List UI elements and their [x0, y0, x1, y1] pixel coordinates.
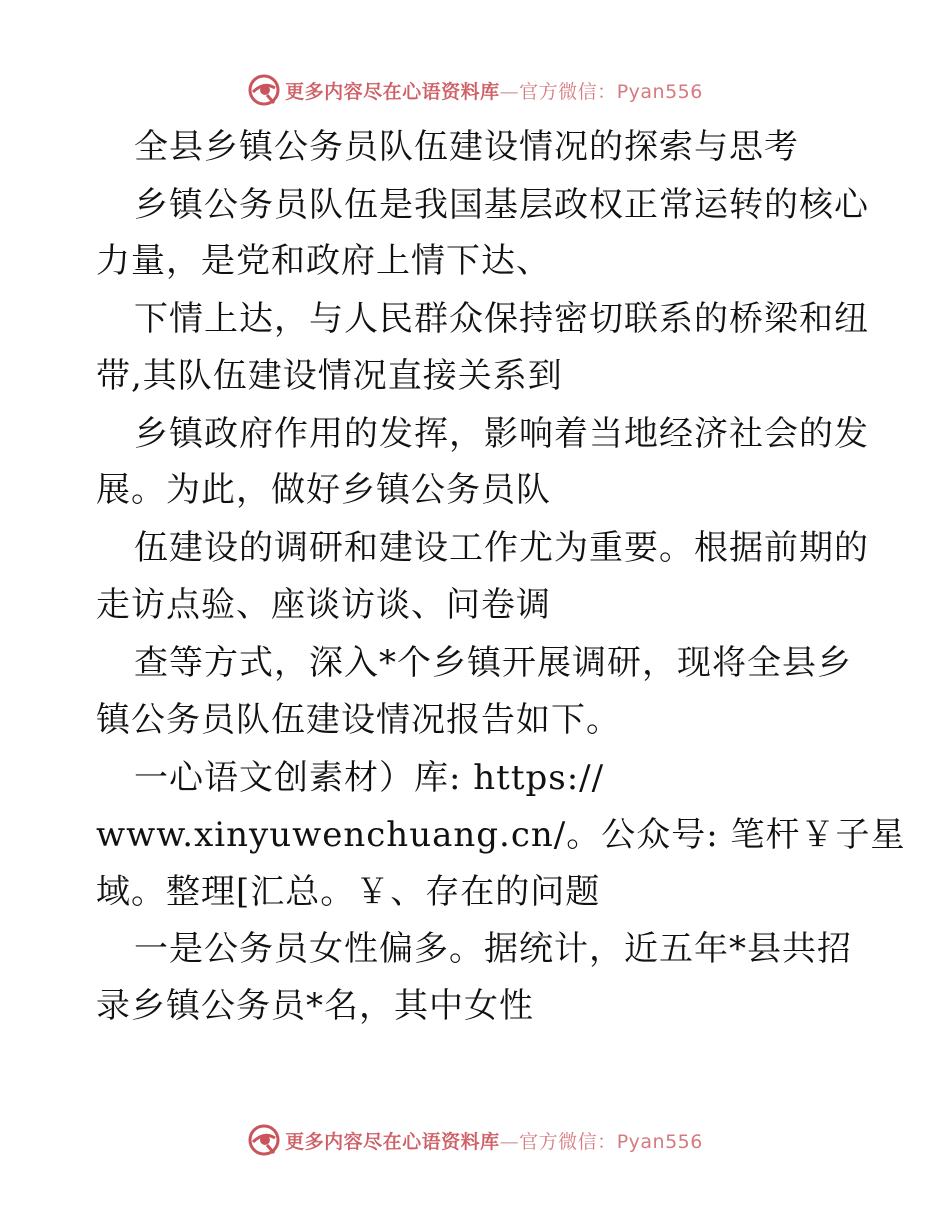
banner-site-name: 更多内容尽在心语资料库: [285, 1130, 500, 1153]
paragraph-line: 一心语文创素材）库: https://: [134, 758, 605, 798]
paragraph-line: 走访点验、座谈访谈、问卷调: [96, 585, 551, 625]
paragraph-line: 下情上达，与人民群众保持密切联系的桥梁和纽: [134, 299, 869, 339]
header-banner: [0, 70, 950, 110]
banner-separator: —: [499, 1130, 520, 1153]
eye-logo-icon: [247, 73, 281, 107]
banner-wechat-label: 官方微信：: [519, 1130, 617, 1153]
banner-text: [285, 77, 703, 104]
banner-site-name: 更多内容尽在心语资料库: [285, 80, 500, 103]
paragraph-line: 查等方式，深入*个乡镇开展调研，现将全县乡: [134, 643, 852, 683]
paragraph-line: 力量，是党和政府上情下达、: [96, 241, 551, 281]
paragraph-line: 录乡镇公务员*名，其中女性: [96, 986, 534, 1026]
paragraph-line: 乡镇政府作用的发挥，影响着当地经济社会的发: [134, 414, 869, 454]
paragraph-line: 乡镇公务员队伍是我国基层政权正常运转的核心: [134, 185, 869, 225]
paragraph-line: 一是公务员女性偏多。据统计，近五年*县共招: [134, 929, 852, 969]
paragraph-line: 域。整理[汇总。￥、存在的问题: [96, 872, 601, 912]
banner-wechat-label: 官方微信：: [519, 80, 617, 103]
document-title: 全县乡镇公务员队伍建设情况的探索与思考: [134, 127, 799, 167]
paragraph-line: www.xinyuwenchuang.cn/。公众号: 笔杆￥子星: [96, 815, 906, 855]
paragraph-line: 镇公务员队伍建设情况报告如下。: [96, 700, 621, 740]
banner-text: [285, 1127, 703, 1154]
banner-wechat-id: Pyan556: [616, 1130, 703, 1153]
paragraph-line: 展。为此，做好乡镇公务员队: [96, 470, 551, 510]
banner-wechat-id: Pyan556: [616, 80, 703, 103]
paragraph-line: 带,其队伍建设情况直接关系到: [96, 356, 563, 396]
eye-logo-icon: [247, 1123, 281, 1157]
paragraph-line: 伍建设的调研和建设工作尤为重要。根据前期的: [134, 528, 869, 568]
footer-banner: [0, 1120, 950, 1160]
banner-separator: —: [499, 80, 520, 103]
